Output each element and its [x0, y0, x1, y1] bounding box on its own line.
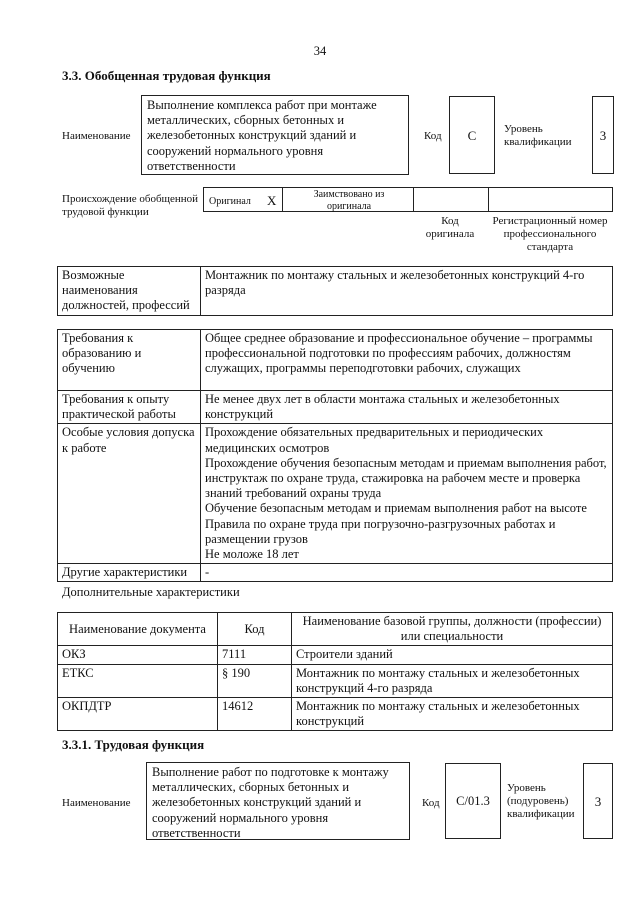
other-label: Другие характеристики: [58, 564, 201, 582]
function-name-box: [146, 762, 410, 840]
positions-table: [57, 266, 613, 316]
name-label: Наименование: [62, 797, 131, 809]
code-value: C/01.3: [456, 794, 490, 808]
experience-label: Требования к опыту практической работы: [58, 391, 201, 424]
cell-group: Монтажник по монтажу стальных и железобетонных конструкций: [292, 698, 613, 731]
code-label: Код: [422, 797, 440, 809]
table-header-row: [58, 613, 613, 646]
other-value: -: [201, 564, 613, 582]
cell-code: § 190: [218, 664, 292, 697]
cell-document: ЕТКС: [58, 664, 218, 697]
cell-code: 14612: [218, 698, 292, 731]
header-code: Код: [218, 613, 292, 646]
code-box: [449, 96, 495, 174]
original-label: Оригинал: [209, 196, 251, 207]
table-row: [58, 664, 613, 697]
level-label: Уровень (подуровень) квалификации: [507, 782, 575, 820]
function-name-value: Выполнение комплекса работ при монтаже металлических, сборных бетонных и железобетонных конструкций зданий и сооружений нормального уровня ответственности: [147, 98, 377, 173]
table-row: [58, 424, 613, 564]
positions-label: Возможные наименования должностей, профессий: [58, 267, 201, 316]
admission-label: Особые условия допуска к работе: [58, 424, 201, 564]
code-label: Код: [424, 130, 442, 142]
table-row: [58, 391, 613, 424]
function-name-box: [141, 95, 409, 175]
origin-table: [203, 187, 613, 212]
level-value: 3: [594, 794, 602, 809]
header-group: Наименование базовой группы, должности (профессии) или специальности: [292, 613, 613, 646]
borrowed-label: Заимствовано из оригинала: [313, 189, 385, 212]
table-row: [58, 267, 613, 316]
additional-table: [57, 612, 613, 731]
cell-group: Монтажник по монтажу стальных и железобетонных конструкций 4-го разряда: [292, 664, 613, 697]
subsection-heading: 3.3.1. Трудовая функция: [62, 737, 205, 752]
positions-value: Монтажник по монтажу стальных и железобетонных конструкций 4-го разряда: [201, 267, 613, 316]
cell-group: Строители зданий: [292, 646, 613, 664]
header-document: Наименование документа: [58, 613, 218, 646]
table-row: [58, 646, 613, 664]
experience-value: Не менее двух лет в области монтажа стальных и железобетонных конструкций: [201, 391, 613, 424]
page-number: 34: [313, 44, 327, 58]
additional-heading: Дополнительные характеристики: [62, 585, 240, 599]
reg-number-caption: Регистрационный номер профессионального стандарта: [492, 215, 608, 253]
origin-label: Происхождение обобщенной трудовой функции: [62, 193, 199, 218]
level-value: 3: [599, 128, 607, 143]
original-mark: X: [267, 193, 277, 208]
function-name-value: Выполнение работ по подготовке к монтажу металлических, сборных бетонных и железобетонных конструкций зданий и сооружений нормального уровня ответственности: [152, 765, 389, 840]
requirements-table: [57, 329, 613, 582]
section-heading: 3.3. Обобщенная трудовая функция: [62, 68, 271, 83]
table-row: [58, 330, 613, 391]
divider: [282, 188, 283, 211]
code-value: C: [467, 128, 477, 143]
table-row: [58, 564, 613, 582]
cell-document: ОКПДТР: [58, 698, 218, 731]
divider: [413, 188, 414, 211]
cell-code: 7111: [218, 646, 292, 664]
cell-document: ОКЗ: [58, 646, 218, 664]
divider: [488, 188, 489, 211]
admission-value: Прохождение обязательных предварительных и периодических медицинских осмотров Прохождение обучения безопасным методам и приемам выполнения работ, инструктаж по охране труда, стажировка на рабочем месте и проверка знаний требований охраны труда Обучение безопасным методам и приемам выполнения работ на высоте Правила по охране труда при погрузочно-разгрузочных работах и размещении грузов Не моложе 18 лет: [201, 424, 613, 564]
education-value: Общее среднее образование и профессиональное обучение – программы профессиональной подготовки по профессиям рабочих, должностям служащих, программы переподготовки рабочих, служащих: [201, 330, 613, 391]
level-box: [583, 763, 613, 839]
level-label: Уровень квалификации: [504, 123, 572, 148]
table-row: [58, 698, 613, 731]
code-box: [445, 763, 501, 839]
education-label: Требования к образованию и обучению: [58, 330, 201, 391]
level-box: [592, 96, 614, 174]
name-label: Наименование: [62, 130, 131, 142]
code-original-caption: Код оригинала: [425, 215, 475, 240]
